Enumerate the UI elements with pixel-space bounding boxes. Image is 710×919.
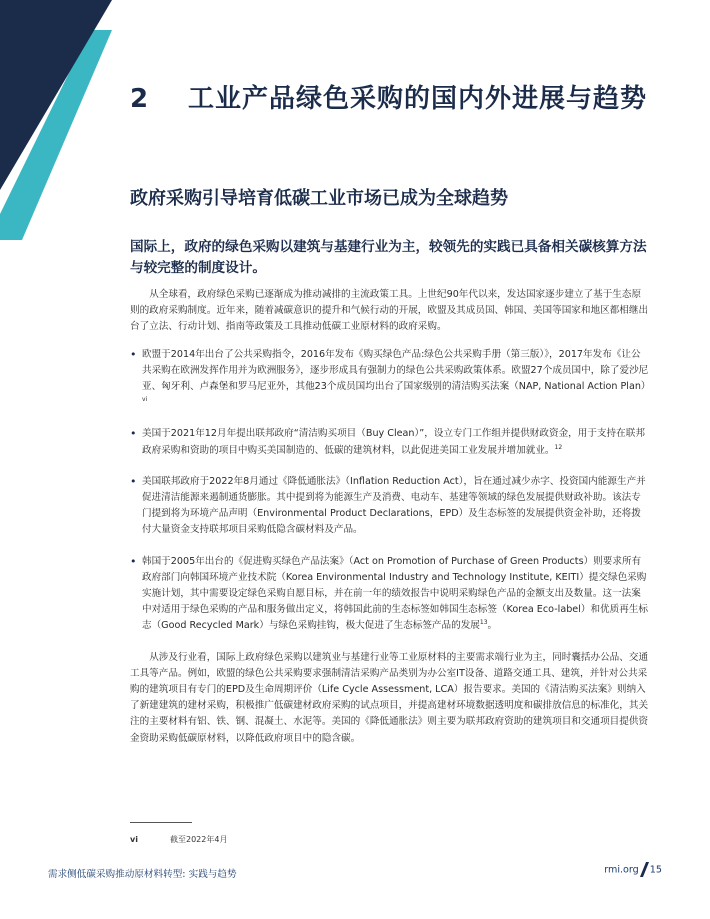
footer-page-info — [604, 862, 662, 877]
list-item-text: 美国联邦政府于2022年8月通过《降低通胀法》（Inflation Reduction Act），旨在通过减少赤字、投资国内能源生产并促进清洁能源来遏制通货膨胀。其中提到将为能源生产及消费、电动车、基建等领域的绿色发展提供财政补助。该法专门提到将为环境产品声明（Environmental Product Declarations，EPD）及生态标签的发展提供资金补助，还将拨付大量资金支持联邦项目采购低隐含碳材料及产品。 — [142, 475, 646, 536]
list-item — [130, 347, 650, 412]
bullet-list — [130, 347, 650, 635]
bullet-icon: • — [130, 554, 137, 568]
footnote-divider — [130, 822, 192, 823]
footnote-mark: vi — [130, 835, 138, 844]
footnote-ref: vi — [142, 396, 148, 404]
footnote-ref: 12 — [554, 443, 563, 451]
intro-paragraph: 从全球看，政府绿色采购已逐渐成为推动减排的主流政策工具。上世纪90年代以来，发达国家逐步建立了基于生态原则的政府采购制度。近年来，随着减碳意识的提升和气候行动的开展，欧盟及其成员国、韩国、美国等国家和地区都相继出台了立法、行动计划、指南等政策及工具推动低碳工业原材料的政府采购。 — [130, 289, 649, 333]
chapter-heading — [130, 78, 647, 115]
slash-icon — [640, 862, 649, 877]
footnote-text: 截至2022年4月 — [170, 835, 228, 844]
list-item-end: 。 — [487, 620, 498, 632]
closing-paragraph: 从涉及行业看，国际上政府绿色采购以建筑业与基建行业等工业原材料的主要需求端行业为主，同时囊括办公品、交通工具等产品。例如，欧盟的绿色公共采购要求强制清洁采购产品类别为办公室IT设备、道路交通工具、建筑，并针对公共采购的建筑项目有专门的EPD及生命周期评价（Life Cycle Assessment, LCA）报告要求。美国的《清洁购买法案》则纳入了新建建筑的建材采购，积极推广低碳建材政府采购的试点项目，并提高建材环境数据透明度和碳排放信息的标准化，其关注的主要材料有铝、铁、钢、混凝土、水泥等。美国的《降低通胀法》则主要为联邦政府资助的建筑项目和交通项目提供资金资助采购低碳原材料，以降低政府项目中的隐含碳。 — [130, 651, 649, 744]
page-number: 15 — [649, 864, 662, 876]
chapter-number: 2 — [130, 84, 150, 114]
chapter-title: 工业产品绿色采购的国内外进展与趋势 — [188, 84, 648, 114]
list-item — [130, 554, 650, 635]
list-item-text: 韩国于2005年出台的《促进购买绿色产品法案》（Act on Promotion of Purchase of Green Products）则要求所有政府部门向韩国环境产业技术院（Korea Environmental Industry and Technology Institute, KEITI）提交绿色采购实施计划，其中需要设定绿色采购自愿目标，并在前一年的绩效报告中说明采购绿色产品的金额支出及数量。这一法案中对适用于绿色采购的产品和服务做出定义，将韩国此前的生态标签如韩国生态标签（Korea Eco-label）和优质再生标志（Good Recycled Mark）与绿色采购挂钩，极大促进了生态标签产品的发展 — [142, 555, 649, 632]
navy-corner — [0, 0, 112, 190]
list-item-text: 欧盟于2014年出台了公共采购指令，2016年发布《购买绿色产品:绿色公共采购手册（第三版）》，2017年发布《让公共采购在欧洲发挥作用并为欧洲服务》，逐步形成具有强制力的绿色公共采购政策体系。欧盟27个成员国中，除了爱沙尼亚、匈牙利、卢森堡和罗马尼亚外，其他23个成员国均出台了国家级别的清洁购买法案（NAP, National Action Plan） — [142, 348, 651, 393]
list-item — [130, 426, 650, 458]
subheading: 国际上，政府的绿色采购以建筑与基建行业为主，较领先的实践已具备相关碳核算方法与较完整的制度设计。 — [130, 239, 647, 276]
list-item-text: 美国于2021年12月年提出联邦政府“清洁购买项目（Buy Clean）”，设立专门工作组并提供财政资金，用于支持在联邦政府采购和资助的项目中购买美国制造的、低碳的建筑材料，以此促进美国工业发展并增加就业。 — [142, 428, 645, 456]
bullet-icon: • — [130, 347, 137, 361]
footer-site-link[interactable]: rmi.org — [604, 864, 639, 876]
corner-decoration — [0, 0, 120, 240]
footnote-ref: 13 — [479, 619, 488, 627]
body-content — [130, 287, 650, 747]
bullet-icon: • — [130, 474, 137, 488]
bullet-icon: • — [130, 427, 137, 441]
section-title: 政府采购引导培育低碳工业市场已成为全球趋势 — [130, 188, 508, 209]
list-item — [130, 474, 650, 539]
footnote — [130, 834, 227, 845]
footer-report-title: 需求侧低碳采购推动原材料转型: 实践与趋势 — [48, 869, 237, 880]
